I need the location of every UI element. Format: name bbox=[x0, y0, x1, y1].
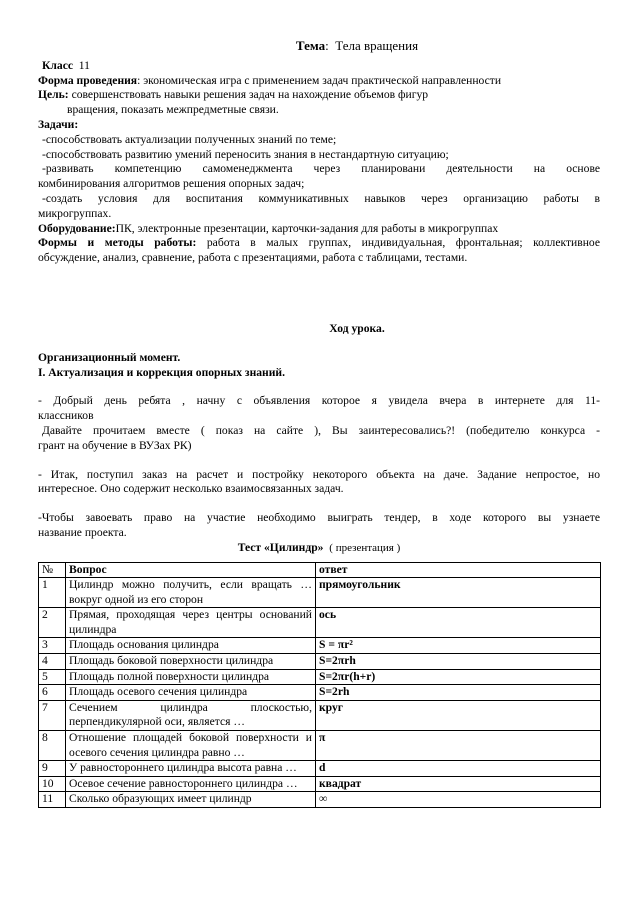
test-table bbox=[38, 562, 601, 809]
row-answer: круг bbox=[316, 700, 601, 730]
row-number: 6 bbox=[39, 685, 66, 701]
table-row bbox=[39, 654, 601, 670]
row-question: Площадь полной поверхности цилиндра bbox=[66, 669, 316, 685]
paragraph-cont: классников bbox=[38, 409, 94, 423]
table-row bbox=[39, 776, 601, 792]
row-answer: π bbox=[316, 731, 601, 761]
row-number: 8 bbox=[39, 731, 66, 761]
row-answer: ∞ bbox=[316, 792, 601, 808]
table-row bbox=[39, 761, 601, 777]
paragraph: -Чтобы завоевать право на участие необходимо выиграть тендер, в ходе которого вы узнаете bbox=[38, 511, 600, 525]
row-question: Прямая, проходящая через центры оснований цилиндра bbox=[66, 608, 316, 638]
row-answer: S = πr² bbox=[316, 638, 601, 654]
row-answer: квадрат bbox=[316, 776, 601, 792]
row-number: 3 bbox=[39, 638, 66, 654]
header-answer: ответ bbox=[316, 562, 601, 578]
row-question: Площадь основания цилиндра bbox=[66, 638, 316, 654]
row-question: Сечением цилиндра плоскостью, перпендикулярной оси, является … bbox=[66, 700, 316, 730]
goal-line: Цель: совершенствовать навыки решения задач на нахождение объемов фигур bbox=[38, 88, 429, 102]
row-question: Осевое сечение равностороннего цилиндра … bbox=[66, 776, 316, 792]
forms-line: Формы и методы работы: работа в малых группах, индивидуальная, фронтальная; коллективное bbox=[38, 236, 600, 250]
row-question: Цилиндр можно получить, если вращать … вокруг одной из его сторон bbox=[66, 578, 316, 608]
table-row bbox=[39, 685, 601, 701]
row-answer: прямоугольник bbox=[316, 578, 601, 608]
table-row bbox=[39, 638, 601, 654]
row-number: 10 bbox=[39, 776, 66, 792]
header-number: № bbox=[39, 562, 66, 578]
row-answer: S=2rh bbox=[316, 685, 601, 701]
row-number: 9 bbox=[39, 761, 66, 777]
row-question: Площадь осевого сечения цилиндра bbox=[66, 685, 316, 701]
row-question: Площадь боковой поверхности цилиндра bbox=[66, 654, 316, 670]
table-row bbox=[39, 731, 601, 761]
row-question: Отношение площадей боковой поверхности и осевого сечения цилиндра равно … bbox=[66, 731, 316, 761]
equipment-line: Оборудование:ПК, электронные презентации, карточки-задания для работы в микрогруппах bbox=[38, 221, 499, 235]
row-question: У равностороннего цилиндра высота равна … bbox=[66, 761, 316, 777]
row-number: 4 bbox=[39, 654, 66, 670]
class-line: Класс 11 bbox=[42, 58, 90, 72]
row-number: 1 bbox=[39, 578, 66, 608]
row-answer: ось bbox=[316, 608, 601, 638]
task-item: -способствовать актуализации полученных знаний по теме; bbox=[42, 132, 337, 146]
task-item-cont: комбинирования алгоритмов решения опорных задач; bbox=[38, 177, 305, 191]
row-number: 11 bbox=[39, 792, 66, 808]
paragraph-cont: название проекта. bbox=[38, 525, 127, 539]
task-item-cont: микрогруппах. bbox=[38, 206, 112, 220]
paragraph-cont: интересное. Оно содержит несколько взаимосвязанных задач. bbox=[38, 482, 344, 496]
table-row bbox=[39, 792, 601, 808]
section-heading: I. Актуализация и коррекция опорных знаний. bbox=[38, 365, 285, 379]
row-number: 5 bbox=[39, 669, 66, 685]
task-item: -создать условия для воспитания коммуникативных навыков через организацию работы в bbox=[42, 191, 600, 205]
table-header-row bbox=[39, 562, 601, 578]
tasks-heading: Задачи: bbox=[38, 117, 79, 131]
forms-line-2: обсуждение, анализ, сравнение, работа с презентациями, работа с таблицами, тестами. bbox=[38, 251, 468, 265]
lesson-heading: Ход урока. bbox=[329, 321, 385, 335]
table-row bbox=[39, 700, 601, 730]
table-row bbox=[39, 578, 601, 608]
row-number: 2 bbox=[39, 608, 66, 638]
row-answer: d bbox=[316, 761, 601, 777]
table-row bbox=[39, 669, 601, 685]
row-answer: S=2πr(h+r) bbox=[316, 669, 601, 685]
task-item: -способствовать развитию умений переносить знания в нестандартную ситуацию; bbox=[42, 147, 449, 161]
document-title: Тема: Тела вращения bbox=[295, 38, 419, 53]
row-question: Сколько образующих имеет цилиндр bbox=[66, 792, 316, 808]
row-answer: S=2πrh bbox=[316, 654, 601, 670]
paragraph-cont: грант на обучение в ВУЗах РК) bbox=[38, 438, 192, 452]
goal-line-2: вращения, показать межпредметные связи. bbox=[67, 103, 279, 117]
paragraph: - Итак, поступил заказ на расчет и постройку некоторого объекта на даче. Задание непростое, но bbox=[38, 467, 600, 481]
task-item: -развивать компетенцию самоменеджмента через планировани деятельности на основе bbox=[42, 162, 600, 176]
paragraph: Давайте прочитаем вместе ( показ на сайте ), Вы заинтересовались?! (победителю конкурса - bbox=[42, 423, 600, 437]
table-row bbox=[39, 608, 601, 638]
paragraph: - Добрый день ребята , начну с объявления которое я увидела вчера в интернете для 11- bbox=[38, 394, 600, 408]
document-page bbox=[38, 39, 600, 808]
header-question: Вопрос bbox=[66, 562, 316, 578]
row-number: 7 bbox=[39, 700, 66, 730]
test-title: Тест «Цилиндр» ( презентация ) bbox=[237, 540, 401, 554]
org-moment: Организационный момент. bbox=[38, 350, 181, 364]
form-line: Форма проведения: экономическая игра с применением задач практической направленности bbox=[38, 73, 502, 87]
